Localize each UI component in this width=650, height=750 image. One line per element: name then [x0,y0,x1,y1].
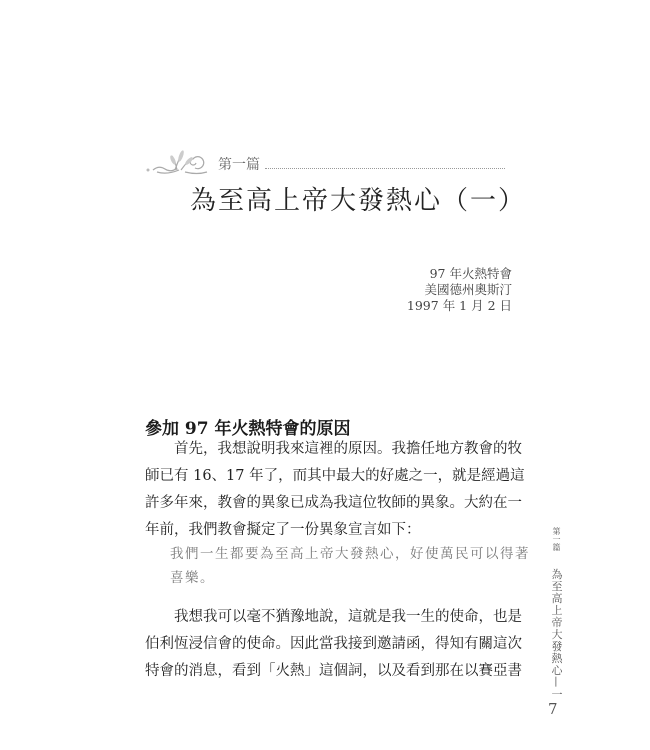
paragraph [145,436,525,544]
vision-statement-quote [170,542,530,590]
chapter-label: 第一篇 [218,157,260,173]
side-part-label: 第一篇 [552,527,561,551]
paragraph-line: 許多年來，教會的異象已成為我這位牧師的異象。大約在一 [145,495,522,511]
paragraph-line: 首先，我想說明我來這裡的原因。我擔任地方教會的牧 [174,441,522,457]
page-number: 7 [548,700,558,718]
chapter-title: 為至高上帝大發熱心（一） [190,186,527,216]
floral-ornament-icon [145,148,213,178]
paragraph-line: 年前，我們教會擬定了一份異象宣言如下： [145,522,421,538]
chapter-header [145,148,505,178]
paragraph-line: 師已有 16、17 年了，而其中最大的好處之一，就是經過這 [145,468,525,484]
event-date: 1997 年 1 月 2 日 [406,298,512,313]
paragraph-line: 特會的消息，看到「火熱」這個詞，以及看到那在以賽亞書 [145,663,522,679]
paragraph-line: 我想我可以毫不猶豫地說，這就是我一生的使命，也是 [174,609,522,625]
section-heading: 參加 97 年火熱特會的原因 [145,419,351,439]
event-location: 美國德州奧斯汀 [424,282,512,297]
paragraph [145,604,522,685]
side-chapter-title: 為至高上帝大發熱心—一 [550,568,563,701]
event-name: 97 年火熱特會 [429,266,512,281]
quote-line: 喜樂。 [170,570,215,586]
paragraph-line: 伯利恆浸信會的使命。因此當我接到邀請函，得知有關這次 [145,636,522,652]
sermon-meta [407,266,512,314]
running-side-header [544,527,566,700]
dotted-rule [265,168,505,169]
quote-line: 我們一生都要為至高上帝大發熱心，好使萬民可以得著 [170,546,530,562]
